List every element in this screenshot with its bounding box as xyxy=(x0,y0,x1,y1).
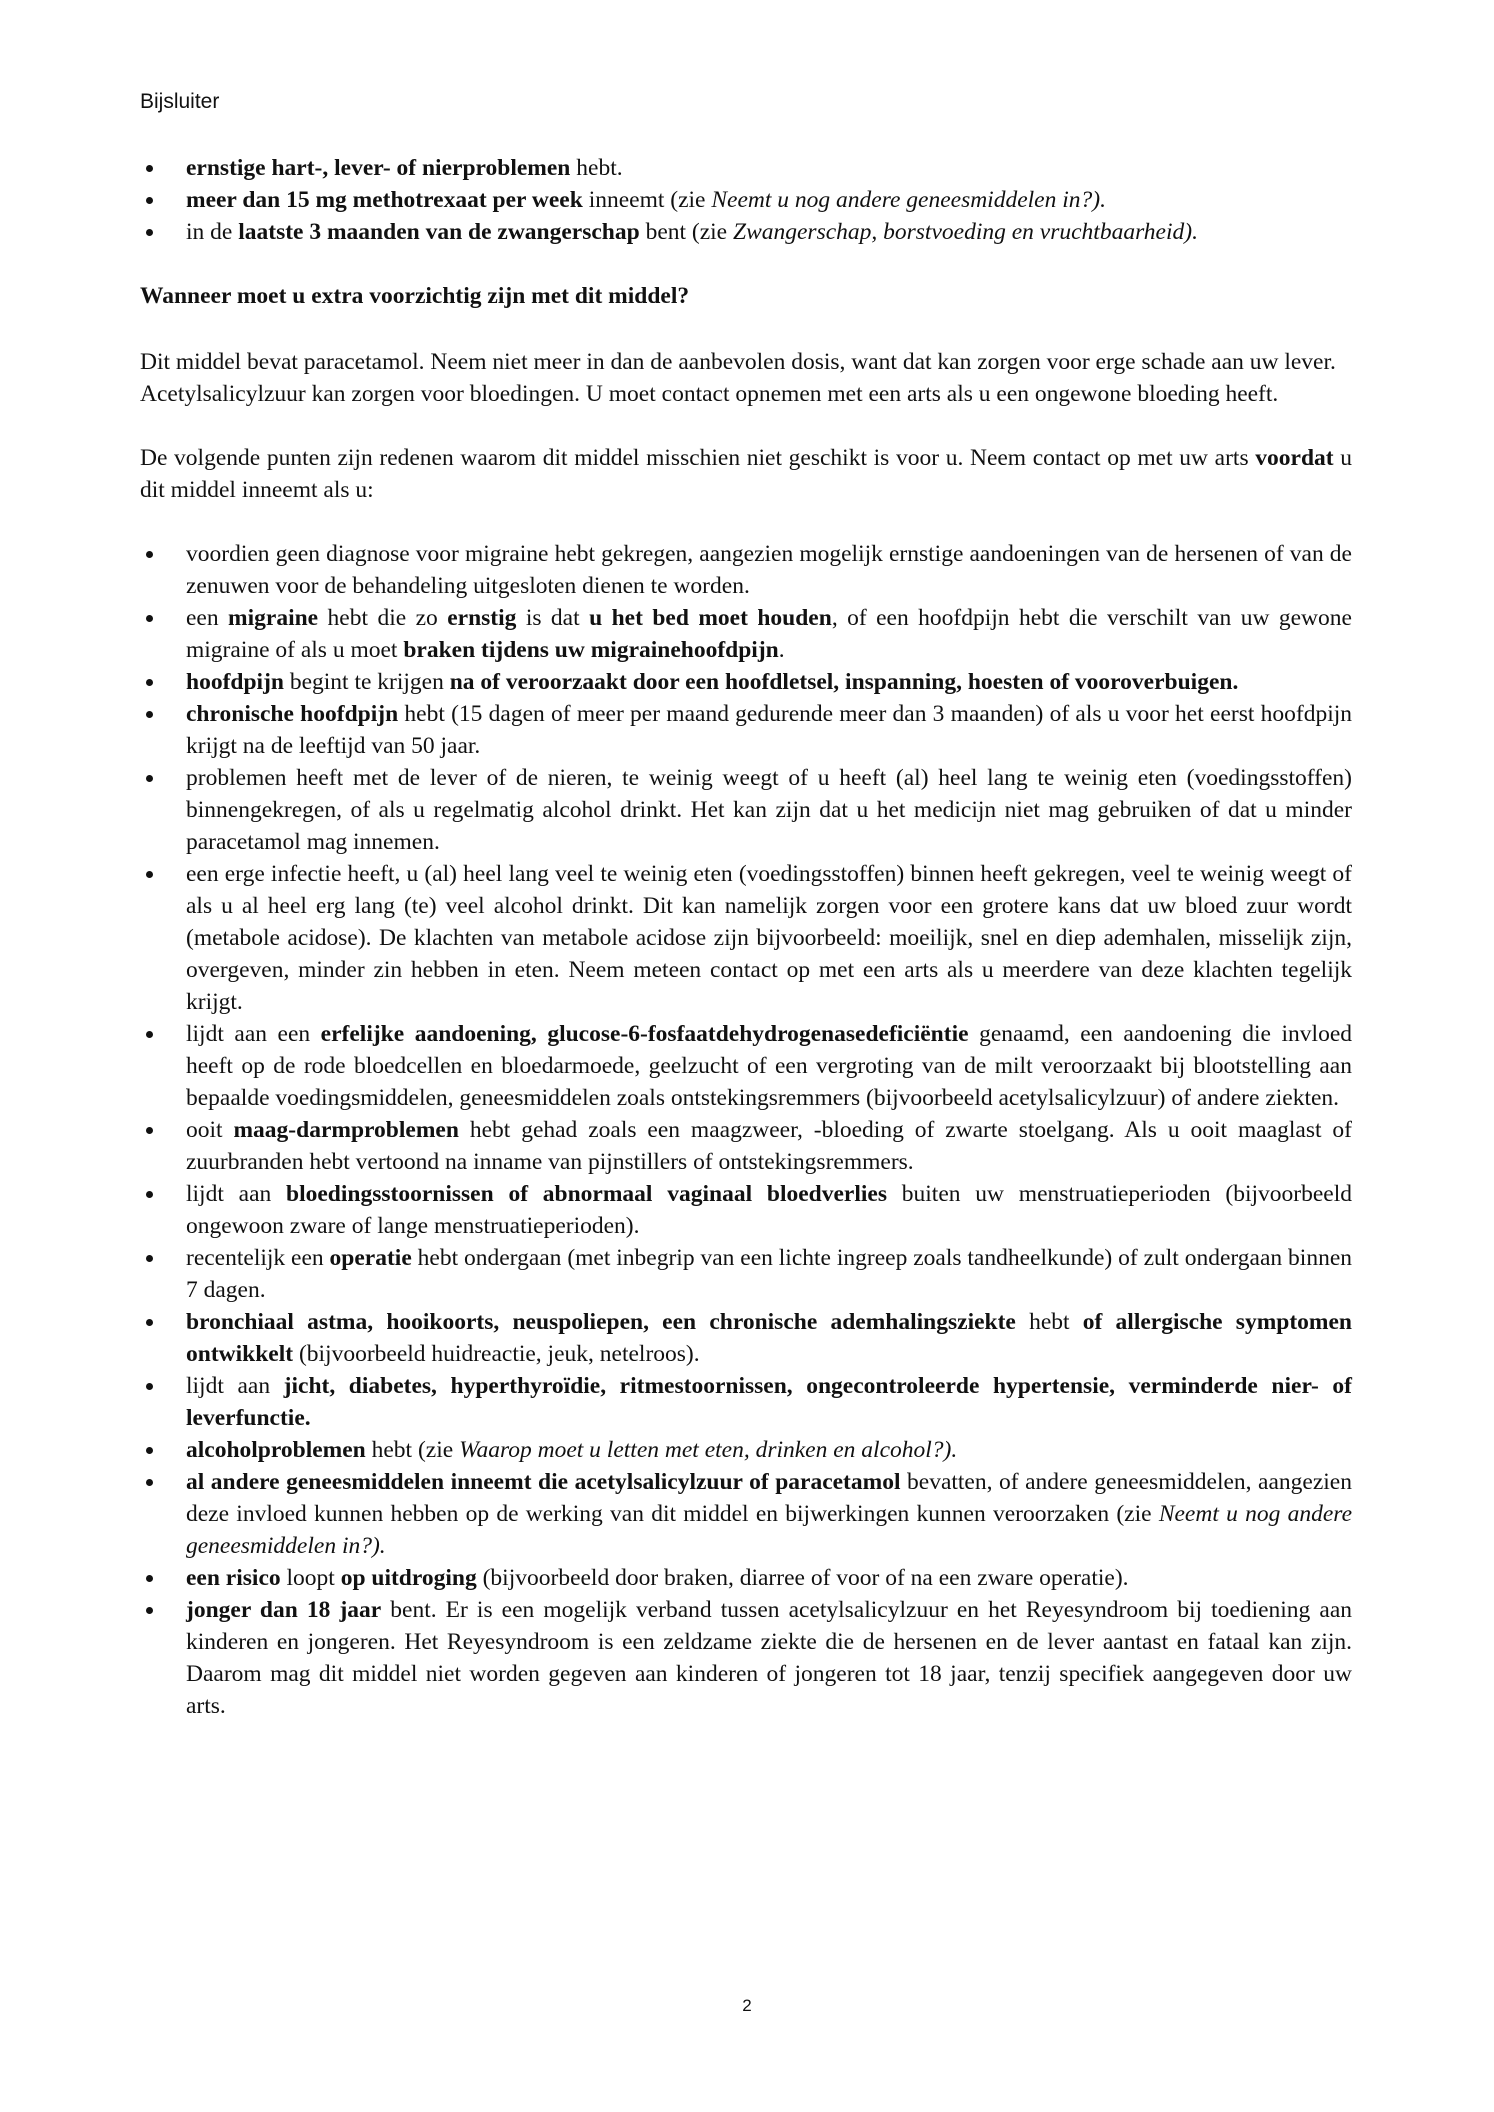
list-item: een risico loopt op uitdroging (bijvoorbeeld door braken, diarree of voor of na een zware operatie). xyxy=(140,1562,1352,1594)
section-heading: Wanneer moet u extra voorzichtig zijn met dit middel? xyxy=(140,283,690,309)
list-item: chronische hoofdpijn hebt (15 dagen of meer per maand gedurende meer dan 3 maanden) of als u voor het eerst hoofdpijn krijgt na de leeftijd van 50 jaar. xyxy=(140,698,1352,762)
list-item: alcoholproblemen hebt (zie Waarop moet u letten met eten, drinken en alcohol?). xyxy=(140,1434,1352,1466)
contraindication-list xyxy=(140,152,1352,248)
paragraph-bleeding: Acetylsalicylzuur kan zorgen voor bloedingen. U moet contact opnemen met een arts als u een ongewone bloeding heeft. xyxy=(140,381,1279,407)
page-content xyxy=(140,152,1352,1722)
page-header: Bijsluiter xyxy=(140,90,220,113)
list-item: jonger dan 18 jaar bent. Er is een mogelijk verband tussen acetylsalicylzuur en het Reyesyndroom bij toediening aan kinderen en jongeren. Het Reyesyndroom is een zeldzame ziekte die de hersenen en de lever aantast en fataal kan zijn. Daarom mag dit middel niet worden gegeven aan kinderen of jongeren tot 18 jaar, tenzij specifiek aangegeven door uw arts. xyxy=(140,1594,1352,1722)
list-item: lijdt aan jicht, diabetes, hyperthyroïdie, ritmestoornissen, ongecontroleerde hypertensie, verminderde nier- of leverfunctie. xyxy=(140,1370,1352,1434)
list-item: al andere geneesmiddelen inneemt die acetylsalicylzuur of paracetamol bevatten, of andere geneesmiddelen, aangezien deze invloed kunnen hebben op de werking van dit middel en bijwerkingen kunnen veroorzaken (zie Neemt u nog andere geneesmiddelen in?). xyxy=(140,1466,1352,1562)
page-number: 2 xyxy=(742,1996,752,2015)
warning-list xyxy=(140,538,1352,1722)
list-item: meer dan 15 mg methotrexaat per week inneemt (zie Neemt u nog andere geneesmiddelen in?). xyxy=(140,184,1352,216)
list-item: lijdt aan bloedingsstoornissen of abnormaal vaginaal bloedverlies buiten uw menstruatieperioden (bijvoorbeeld ongewoon zware of lange menstruatieperioden). xyxy=(140,1178,1352,1242)
list-item: problemen heeft met de lever of de nieren, te weinig weegt of u heeft (al) heel lang te weinig eten (voedingsstoffen) binnengekregen, of als u regelmatig alcohol drinkt. Het kan zijn dat u het medicijn niet mag gebruiken of dat u minder paracetamol mag innemen. xyxy=(140,762,1352,858)
list-item: een migraine hebt die zo ernstig is dat u het bed moet houden, of een hoofdpijn hebt die verschilt van uw gewone migraine of als u moet braken tijdens uw migrainehoofdpijn. xyxy=(140,602,1352,666)
list-item: in de laatste 3 maanden van de zwangerschap bent (zie Zwangerschap, borstvoeding en vruchtbaarheid). xyxy=(140,216,1352,248)
list-item: recentelijk een operatie hebt ondergaan (met inbegrip van een lichte ingreep zoals tandheelkunde) of zult ondergaan binnen 7 dagen. xyxy=(140,1242,1352,1306)
paragraph-paracetamol: Dit middel bevat paracetamol. Neem niet meer in dan de aanbevolen dosis, want dat kan zorgen voor erge schade aan uw lever. xyxy=(140,349,1336,375)
list-item: hoofdpijn begint te krijgen na of veroorzaakt door een hoofdletsel, inspanning, hoesten of vooroverbuigen. xyxy=(140,666,1352,698)
list-item: voordien geen diagnose voor migraine hebt gekregen, aangezien mogelijk ernstige aandoeningen van de hersenen of van de zenuwen voor de behandeling uitgesloten dienen te worden. xyxy=(140,538,1352,602)
paragraph-intro: De volgende punten zijn redenen waarom dit middel misschien niet geschikt is voor u. Neem contact op met uw arts voordat u dit middel inneemt als u: xyxy=(140,445,1352,503)
list-item: een erge infectie heeft, u (al) heel lang veel te weinig eten (voedingsstoffen) binnen heeft gekregen, veel te weinig weegt of als u al heel erg lang (te) veel alcohol drinkt. Dit kan namelijk zorgen voor een grotere kans dat uw bloed zuur wordt (metabole acidose). De klachten van metabole acidose zijn bijvoorbeeld: moeilijk, snel en diep ademhalen, misselijk zijn, overgeven, minder zin hebben in eten. Neem meteen contact op met een arts als u meerdere van deze klachten tegelijk krijgt. xyxy=(140,858,1352,1018)
list-item: bronchiaal astma, hooikoorts, neuspoliepen, een chronische ademhalingsziekte hebt of allergische symptomen ontwikkelt (bijvoorbeeld huidreactie, jeuk, netelroos). xyxy=(140,1306,1352,1370)
list-item: ooit maag-darmproblemen hebt gehad zoals een maagzweer, -bloeding of zwarte stoelgang. Als u ooit maaglast of zuurbranden hebt vertoond na inname van pijnstillers of ontstekingsremmers. xyxy=(140,1114,1352,1178)
list-item: ernstige hart-, lever- of nierproblemen hebt. xyxy=(140,152,1352,184)
list-item: lijdt aan een erfelijke aandoening, glucose-6-fosfaatdehydrogenasedeficiëntie genaamd, een aandoening die invloed heeft op de rode bloedcellen en bloedarmoede, geelzucht of een vergroting van de milt veroorzaakt bij blootstelling aan bepaalde voedingsmiddelen, geneesmiddelen zoals ontstekingsremmers (bijvoorbeeld acetylsalicylzuur) of andere ziekten. xyxy=(140,1018,1352,1114)
